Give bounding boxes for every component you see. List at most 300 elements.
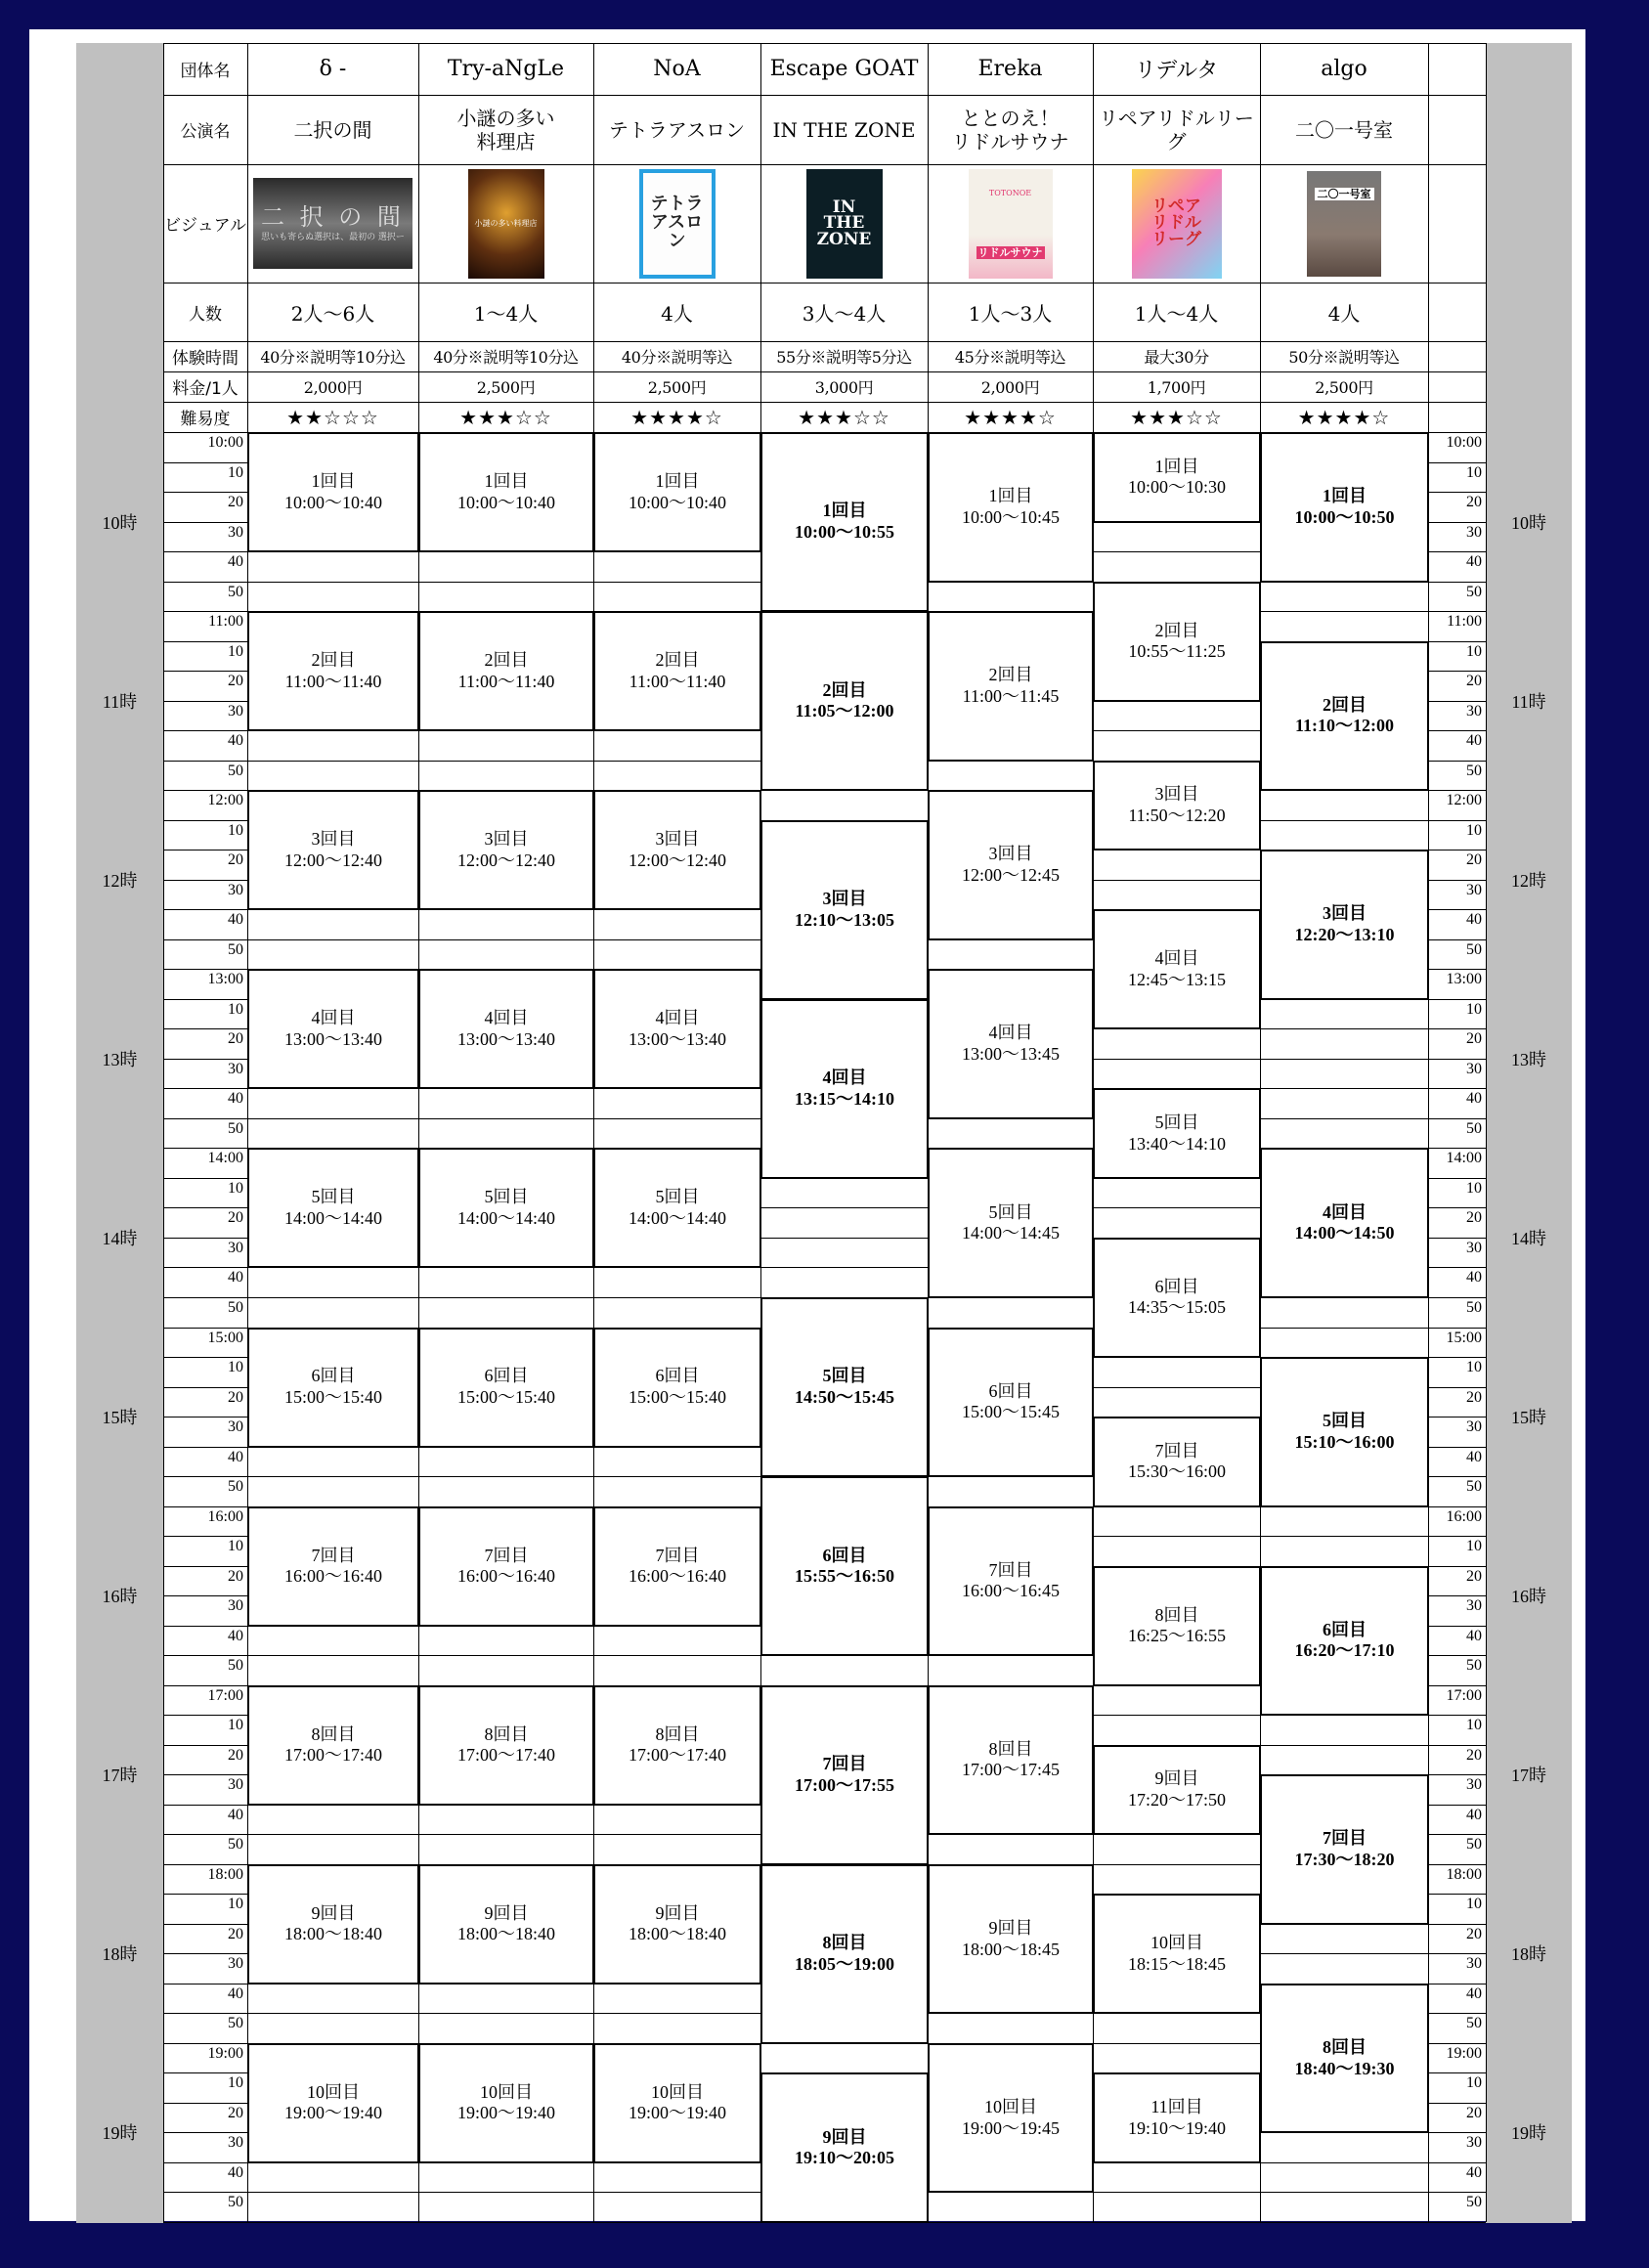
session-time: 16:00～16:40 [628, 1566, 726, 1587]
time-tick: 50 [228, 2194, 243, 2211]
session-block [247, 1148, 419, 1268]
session-time: 11:00～11:40 [284, 671, 382, 691]
session-time: 14:50～15:45 [795, 1387, 894, 1408]
time-tick: 30 [1466, 1060, 1482, 1077]
session-number: 8回目 [1154, 1604, 1199, 1625]
header-row-line [163, 283, 1486, 284]
time-tick: 30 [228, 1418, 243, 1436]
session-block [928, 432, 1094, 583]
hour-label-right: 13時 [1511, 1049, 1546, 1069]
session-time: 14:00～14:40 [456, 1207, 555, 1228]
session-number: 9回目 [988, 1917, 1033, 1938]
session-block [247, 790, 419, 910]
session-number: 6回目 [988, 1380, 1033, 1401]
group-duration-cell: 55分※説明等5分込 [776, 348, 912, 367]
session-block [418, 432, 594, 552]
group-group-cell: algo [1321, 57, 1367, 81]
session-block [1093, 1238, 1261, 1358]
time-tick: 10 [228, 463, 243, 481]
session-block [247, 1864, 419, 1984]
session-time: 19:00～19:40 [456, 2103, 555, 2123]
session-time: 18:15～18:45 [1127, 1953, 1226, 1974]
row-label-visual: ビジュアル [164, 216, 246, 236]
group-group-cell: Escape GOAT [769, 57, 919, 81]
time-tick: 50 [1466, 940, 1482, 958]
group-price-cell: 2,500円 [647, 378, 707, 397]
time-tick: 20 [1466, 1388, 1482, 1406]
session-number: 10回目 [307, 2081, 360, 2102]
time-tick: 10 [1466, 2074, 1482, 2092]
row-label-title: 公演名 [180, 122, 231, 142]
time-tick: 19:00 [207, 2044, 243, 2062]
time-tick: 10 [1466, 463, 1482, 481]
group-title-cell: リペアリドルリー グ [1099, 106, 1254, 153]
session-number: 3回目 [1323, 903, 1367, 924]
session-time: 17:20～17:50 [1127, 1789, 1226, 1810]
group-difficulty-cell: ★★★★☆ [964, 405, 1057, 429]
session-number: 11回目 [1150, 2097, 1203, 2117]
session-block [1093, 582, 1261, 702]
session-block [760, 1685, 929, 1865]
session-block [418, 1328, 594, 1448]
session-number: 10回目 [984, 2097, 1037, 2117]
session-number: 2回目 [311, 650, 356, 671]
time-tick: 30 [228, 1955, 243, 1973]
session-block [1260, 1148, 1429, 1298]
session-number: 3回目 [822, 889, 867, 909]
session-number: 8回目 [311, 1723, 356, 1744]
hour-label-left: 16時 [102, 1587, 138, 1607]
session-time: 13:00～13:40 [628, 1028, 726, 1049]
header-row-line [163, 43, 1486, 44]
visual-caption: 二 択 の 間 [261, 202, 405, 231]
visual-caption: リドルサウナ [977, 245, 1043, 259]
session-block [593, 611, 761, 731]
group-title-cell: 二〇一号室 [1295, 117, 1393, 142]
group-visual-cell [1260, 164, 1428, 283]
session-time: 17:00～17:45 [961, 1760, 1060, 1780]
group-visual-cell [247, 164, 418, 283]
time-tick: 50 [228, 583, 243, 600]
session-number: 4回目 [988, 1023, 1033, 1043]
session-number: 2回目 [1323, 694, 1367, 715]
session-number: 3回目 [655, 829, 700, 850]
group-group-cell: Ereka [977, 57, 1043, 81]
time-tick: 50 [228, 940, 243, 958]
time-tick: 10 [1466, 1179, 1482, 1197]
time-tick: 50 [228, 1478, 243, 1496]
time-tick: 20 [1466, 673, 1482, 690]
group-group-cell: Try-aNgLe [447, 57, 565, 81]
session-time: 12:00～12:40 [283, 850, 382, 870]
time-tick: 40 [228, 1627, 243, 1644]
session-number: 9回目 [311, 1902, 356, 1923]
time-tick: 11:00 [1447, 613, 1482, 631]
session-time: 15:00～15:40 [628, 1387, 726, 1408]
in-the-zone-poster [806, 169, 883, 279]
time-tick: 15:00 [1446, 1329, 1482, 1346]
session-block [247, 432, 419, 552]
session-number: 6回目 [1323, 1619, 1367, 1639]
session-block [418, 611, 594, 731]
time-tick: 50 [1466, 1478, 1482, 1496]
time-tick: 40 [1466, 732, 1482, 750]
session-time: 15:10～16:00 [1294, 1431, 1395, 1452]
time-tick: 20 [228, 1388, 243, 1406]
session-block [1260, 1984, 1429, 2134]
session-time: 13:00～13:40 [456, 1028, 555, 1049]
time-tick: 10 [1466, 1000, 1482, 1018]
group-price-cell: 2,500円 [1315, 378, 1373, 397]
time-tick: 10 [228, 1359, 243, 1376]
time-tick: 40 [228, 1448, 243, 1465]
session-time: 18:00～18:40 [283, 1924, 382, 1944]
session-block [593, 1148, 761, 1268]
time-tick: 40 [1466, 1627, 1482, 1644]
right-tick-border [1486, 43, 1487, 2222]
time-tick: 20 [228, 2104, 243, 2121]
time-tick: 20 [228, 851, 243, 869]
session-time: 18:00～18:45 [961, 1939, 1060, 1959]
group-difficulty-cell: ★★☆☆☆ [286, 405, 379, 429]
group-visual-cell [760, 164, 928, 283]
time-tick: 50 [1466, 2194, 1482, 2211]
time-tick: 20 [228, 1209, 243, 1227]
visual-caption: リペア リドル リーグ [1151, 196, 1201, 249]
time-tick: 10 [1466, 821, 1482, 839]
session-block [1260, 641, 1429, 792]
group-difficulty-cell: ★★★★☆ [630, 405, 723, 429]
session-time: 12:00～12:45 [961, 864, 1060, 885]
session-number: 2回目 [1154, 620, 1199, 640]
session-time: 17:00～17:40 [283, 1745, 382, 1766]
restaurant-cat-poster [468, 169, 544, 279]
session-number: 1回目 [655, 470, 700, 491]
session-time: 19:00～19:40 [283, 2103, 382, 2123]
time-tick: 18:00 [207, 1865, 243, 1883]
session-block [1093, 2072, 1261, 2163]
time-tick: 13:00 [207, 971, 243, 988]
session-block [593, 1506, 761, 1627]
session-block [593, 1328, 761, 1448]
session-time: 10:00～10:55 [795, 522, 894, 543]
time-tick: 18:00 [1446, 1865, 1482, 1883]
session-block [1093, 432, 1261, 523]
group-players-cell: 1人～3人 [968, 301, 1053, 326]
time-tick: 30 [1466, 1239, 1482, 1256]
session-block [760, 611, 929, 791]
empty-header-cell [1428, 95, 1486, 164]
time-tick: 40 [228, 1984, 243, 2002]
time-tick: 40 [228, 911, 243, 929]
time-tick: 40 [228, 1090, 243, 1108]
session-time: 13:00～13:45 [961, 1044, 1060, 1065]
time-tick: 50 [1466, 2015, 1482, 2032]
time-tick: 20 [228, 1567, 243, 1585]
session-number: 1回目 [484, 470, 529, 491]
time-tick: 40 [228, 732, 243, 750]
session-number: 8回目 [655, 1723, 700, 1744]
session-block [928, 611, 1094, 762]
session-block [760, 820, 929, 1000]
session-block [418, 969, 594, 1089]
time-tick: 30 [228, 1239, 243, 1256]
group-visual-cell [418, 164, 593, 283]
time-tick: 12:00 [1446, 792, 1482, 809]
row-label-players: 人数 [189, 304, 222, 325]
time-tick: 14:00 [1446, 1150, 1482, 1167]
session-number: 2回目 [655, 650, 700, 671]
group-duration-cell: 40分※説明等10分込 [433, 348, 579, 367]
session-time: 10:00～10:40 [628, 492, 726, 512]
session-number: 4回目 [655, 1008, 700, 1028]
row-label-group: 団体名 [180, 62, 231, 81]
session-block [247, 1506, 419, 1627]
group-players-cell: 3人～4人 [802, 301, 887, 326]
session-block [247, 969, 419, 1089]
session-block [928, 2043, 1094, 2194]
session-block [1093, 761, 1261, 851]
session-block [247, 1328, 419, 1448]
session-time: 18:00～18:40 [456, 1924, 555, 1944]
session-time: 14:00～14:40 [628, 1207, 726, 1228]
time-tick: 17:00 [207, 1686, 243, 1704]
session-block [418, 790, 594, 910]
session-block [418, 2043, 594, 2163]
session-time: 13:00～13:40 [283, 1028, 382, 1049]
time-tick: 40 [1466, 911, 1482, 929]
time-tick: 50 [1466, 583, 1482, 600]
session-number: 3回目 [988, 844, 1033, 864]
group-price-cell: 2,000円 [303, 378, 363, 397]
hour-label-right: 18時 [1511, 1944, 1546, 1965]
session-time: 10:00～10:50 [1294, 506, 1395, 527]
group-title-cell: 小謎の多い 料理店 [456, 106, 555, 153]
session-number: 6回目 [822, 1545, 867, 1565]
time-tick: 40 [228, 2163, 243, 2181]
session-number: 5回目 [655, 1187, 700, 1207]
time-tick: 50 [1466, 1836, 1482, 1854]
group-visual-cell [593, 164, 760, 283]
room-photo-dark [253, 178, 412, 269]
time-tick: 10 [1466, 1359, 1482, 1376]
session-time: 16:25～16:55 [1127, 1626, 1226, 1646]
session-number: 6回目 [484, 1366, 529, 1386]
session-block [418, 1864, 594, 1984]
session-block [760, 432, 929, 612]
group-players-cell: 4人 [1327, 301, 1361, 326]
time-tick: 30 [1466, 1597, 1482, 1615]
time-tick: 40 [1466, 1269, 1482, 1287]
session-time: 17:00～17:40 [628, 1745, 726, 1766]
time-tick: 20 [1466, 1030, 1482, 1048]
session-number: 10回目 [1150, 1933, 1203, 1953]
session-time: 14:00～14:40 [283, 1207, 382, 1228]
group-visual-cell [928, 164, 1093, 283]
group-title-cell: 二択の間 [293, 117, 372, 142]
session-time: 17:00～17:40 [456, 1745, 555, 1766]
session-time: 13:40～14:10 [1127, 1133, 1226, 1154]
session-number: 9回目 [1154, 1768, 1199, 1789]
time-tick: 40 [1466, 1984, 1482, 2002]
session-number: 7回目 [822, 1754, 867, 1774]
session-time: 16:20～17:10 [1294, 1640, 1395, 1661]
group-group-cell: δ - [319, 57, 347, 81]
session-time: 15:00～15:40 [283, 1387, 382, 1408]
time-tick: 30 [228, 1776, 243, 1794]
session-time: 11:00～11:40 [629, 671, 726, 691]
session-number: 5回目 [822, 1366, 867, 1386]
session-number: 5回目 [1323, 1411, 1367, 1431]
time-tick: 10 [228, 642, 243, 660]
header-row-line [163, 164, 1486, 165]
time-tick: 20 [1466, 1567, 1482, 1585]
session-time: 12:00～12:40 [456, 850, 555, 870]
session-time: 12:10～13:05 [795, 909, 894, 930]
session-time: 10:00～10:30 [1127, 477, 1226, 498]
time-tick: 10 [1466, 642, 1482, 660]
session-time: 17:30～18:20 [1294, 1850, 1395, 1870]
session-number: 1回目 [311, 470, 356, 491]
session-number: 8回目 [822, 1933, 867, 1953]
row-label-price: 料金/1人 [172, 379, 239, 399]
session-time: 15:00～15:45 [961, 1402, 1060, 1422]
session-block [593, 1864, 761, 1984]
session-number: 9回目 [484, 1902, 529, 1923]
session-block [593, 1685, 761, 1806]
time-tick: 30 [228, 523, 243, 541]
group-players-cell: 1～4人 [473, 301, 539, 326]
hour-label-left: 14時 [102, 1228, 138, 1248]
time-tick: 30 [228, 881, 243, 898]
session-time: 12:20～13:10 [1294, 925, 1395, 944]
header-row-line [163, 402, 1486, 403]
session-block [247, 2043, 419, 2163]
group-group-cell: NoA [653, 57, 701, 81]
time-tick: 20 [228, 1030, 243, 1048]
time-tick: 20 [1466, 1925, 1482, 1942]
session-number: 8回目 [484, 1723, 529, 1744]
session-time: 19:00～19:40 [628, 2103, 726, 2123]
group-title-cell: テトラアスロン [608, 117, 746, 142]
hour-label-left: 10時 [102, 512, 138, 533]
session-number: 9回目 [655, 1902, 700, 1923]
session-number: 4回目 [311, 1008, 356, 1028]
empty-header-cell [1428, 164, 1486, 283]
session-block [928, 790, 1094, 940]
session-block [760, 2072, 929, 2223]
session-block [1093, 1088, 1261, 1179]
time-tick: 30 [228, 2134, 243, 2152]
session-number: 5回目 [1154, 1112, 1199, 1133]
time-tick: 20 [1466, 1746, 1482, 1764]
time-tick: 50 [228, 1657, 243, 1675]
session-block [247, 1685, 419, 1806]
session-number: 1回目 [822, 501, 867, 521]
empty-header-cell [1428, 371, 1486, 402]
group-visual-cell [1093, 164, 1260, 283]
hour-label-right: 19時 [1511, 2123, 1546, 2144]
session-number: 9回目 [822, 2126, 867, 2147]
session-number: 7回目 [1323, 1828, 1367, 1849]
session-block [928, 1864, 1094, 2015]
session-number: 10回目 [651, 2081, 704, 2102]
riddle-sauna-poster [969, 169, 1053, 279]
time-tick: 50 [228, 2015, 243, 2032]
time-tick: 15:00 [207, 1329, 243, 1346]
hour-label-right: 11時 [1511, 691, 1546, 712]
time-tick: 10:00 [207, 434, 243, 451]
time-tick: 40 [228, 1269, 243, 1287]
time-tick: 17:00 [1446, 1686, 1482, 1704]
empty-header-cell [1428, 341, 1486, 371]
time-tick: 40 [1466, 1090, 1482, 1108]
session-number: 7回目 [1154, 1440, 1199, 1461]
hour-label-right: 15時 [1511, 1408, 1546, 1428]
time-tick: 30 [1466, 881, 1482, 898]
session-time: 14:00～14:45 [961, 1223, 1060, 1243]
time-tick: 20 [1466, 2104, 1482, 2121]
session-number: 1回目 [1154, 456, 1199, 476]
session-time: 10:00～10:45 [961, 506, 1060, 527]
time-tick: 30 [228, 1060, 243, 1077]
session-block [593, 432, 761, 552]
header-row-line [163, 95, 1486, 96]
session-time: 10:00～10:40 [456, 492, 555, 512]
time-tick: 10 [1466, 1538, 1482, 1555]
group-duration-cell: 50分※説明等込 [1288, 348, 1400, 367]
session-block [1093, 1417, 1261, 1507]
session-number: 8回目 [988, 1738, 1033, 1759]
session-block [760, 999, 929, 1179]
time-tick: 10 [228, 1179, 243, 1197]
time-tick: 10 [228, 1717, 243, 1734]
time-tick: 16:00 [1446, 1507, 1482, 1525]
group-title-cell: IN THE ZONE [772, 117, 916, 142]
group-difficulty-cell: ★★★☆☆ [459, 405, 552, 429]
session-number: 2回目 [484, 650, 529, 671]
session-time: 11:00～11:45 [962, 685, 1060, 706]
time-tick: 20 [1466, 1209, 1482, 1227]
hour-label-left: 17時 [102, 1766, 138, 1786]
session-block [1093, 1566, 1261, 1686]
group-price-cell: 1,700円 [1147, 378, 1206, 397]
session-number: 5回目 [484, 1187, 529, 1207]
row-label-duration: 体験時間 [172, 349, 239, 369]
session-block [760, 1297, 929, 1477]
session-number: 2回目 [988, 665, 1033, 685]
session-block [760, 1864, 929, 2044]
session-time: 15:30～16:00 [1127, 1461, 1226, 1482]
session-number: 6回目 [1154, 1276, 1199, 1296]
visual-subcaption: 小謎の多い料理店 [474, 219, 538, 228]
time-tick: 50 [228, 1298, 243, 1316]
session-time: 11:10～12:00 [1295, 716, 1394, 736]
session-block [928, 1328, 1094, 1478]
session-number: 3回目 [484, 829, 529, 850]
time-tick: 20 [228, 494, 243, 511]
header-row-line [163, 371, 1486, 372]
session-number: 7回目 [311, 1545, 356, 1565]
session-block [928, 1685, 1094, 1836]
time-tick: 14:00 [207, 1150, 243, 1167]
session-time: 10:00～10:40 [283, 492, 382, 512]
session-time: 11:05～12:00 [795, 701, 894, 721]
session-block [418, 1506, 594, 1627]
time-tick: 10 [228, 1896, 243, 1913]
time-tick: 16:00 [207, 1507, 243, 1525]
session-number: 7回目 [988, 1559, 1033, 1580]
